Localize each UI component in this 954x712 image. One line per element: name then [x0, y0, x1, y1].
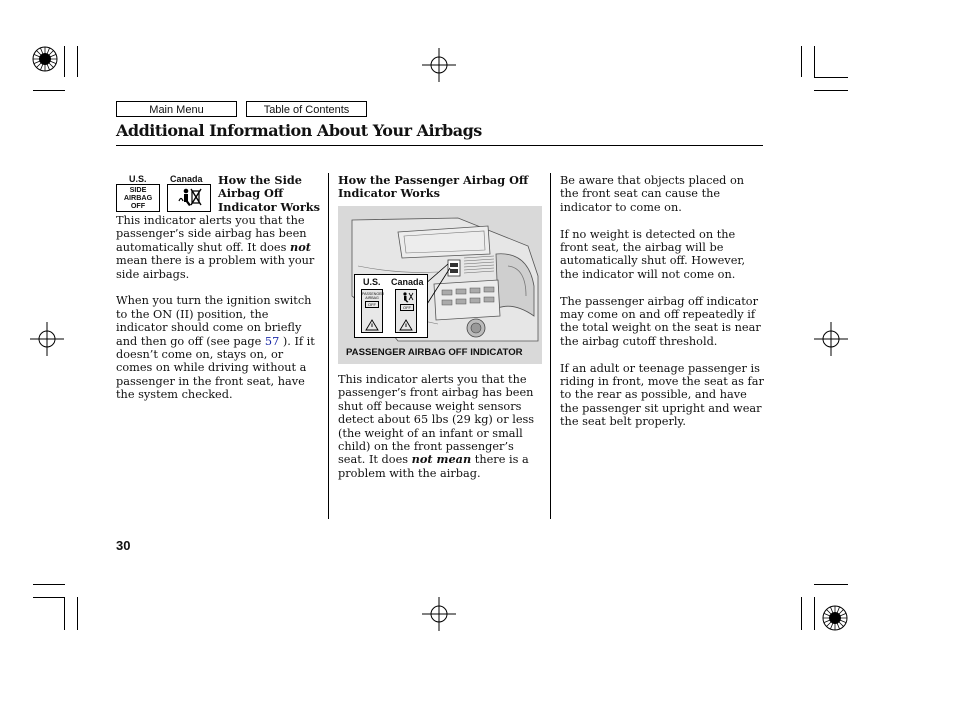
table-of-contents-button[interactable]: Table of Contents — [246, 101, 367, 117]
page-title: Additional Information About Your Airbags — [116, 121, 482, 140]
side-airbag-heading: How the Side Airbag Off Indicator Works — [218, 173, 320, 214]
paragraph: If an adult or teenage passenger is riding in front, move the seat as far to the rear as possible, and have the passenger sit upright and wear the seat belt properly. — [560, 361, 764, 429]
starburst-registration-icon — [821, 604, 849, 632]
title-rule — [116, 145, 763, 146]
registration-target-icon — [814, 322, 848, 356]
paragraph: The passenger airbag off indicator may come on and off repeatedly if the total weight on the seat is near the airbag cutoff threshold. — [560, 294, 761, 348]
page-number: 30 — [116, 538, 131, 553]
indicator-text: SIDE AIRBAG OFF — [123, 185, 153, 210]
registration-target-icon — [422, 48, 456, 82]
column-2-text — [338, 373, 544, 494]
paragraph: If no weight is detected on the front seat, the airbag will be automatically shut off. However, the indicator will not come on. — [560, 227, 746, 281]
us-passenger-airbag-off-icon — [361, 289, 383, 333]
indicator-text: PASSENGER AIRBAG — [362, 292, 385, 300]
off-label: OFF — [365, 301, 379, 308]
canada-passenger-airbag-off-icon — [395, 289, 417, 333]
canada-label: Canada — [170, 174, 203, 184]
figure-us-label: U.S. — [363, 277, 381, 287]
main-menu-button[interactable]: Main Menu — [116, 101, 237, 117]
registration-target-icon — [422, 597, 456, 631]
passenger-airbag-symbol-icon — [396, 291, 416, 303]
column-divider — [328, 173, 329, 519]
column-1-text — [116, 214, 322, 415]
side-airbag-off-indicator-icon — [116, 184, 160, 212]
column-divider — [550, 173, 551, 519]
indicator-inset — [354, 274, 428, 338]
paragraph: Be aware that objects placed on the front seat can cause the indicator to come on. — [560, 174, 745, 214]
paragraph: This indicator alerts you that the passenger’s front airbag has been shut off because weight sensors detect about 65 lbs (29 kg) or less (the weight of an infant or small child) on the front passenger’s seat. It does not mean there is a problem with the airbag. — [338, 373, 535, 480]
paragraph: When you turn the ignition switch to the ON (II) position, the indicator should come on briefly and then go off (see page 57 ). If it doesn’t come on, stays on, or comes on while driving without a passenger in the front seat, have the system checked. — [116, 294, 315, 402]
figure-canada-label: Canada — [391, 277, 424, 287]
warning-triangle-icon — [362, 318, 382, 332]
figure-caption: PASSENGER AIRBAG OFF INDICATOR — [346, 347, 523, 358]
page-57-link[interactable]: 57 — [264, 334, 280, 348]
canada-side-airbag-off-icon — [167, 184, 211, 212]
column-3-text — [560, 174, 764, 442]
starburst-registration-icon — [31, 45, 59, 73]
us-label: U.S. — [129, 174, 147, 184]
paragraph: This indicator alerts you that the passenger’s side airbag has been automatically shut off. It does not mean there is a problem with your side airbags. — [116, 214, 315, 281]
warning-triangle-icon — [396, 318, 416, 332]
registration-target-icon — [30, 322, 64, 356]
passenger-airbag-figure — [338, 206, 542, 364]
passenger-airbag-heading: How the Passenger Airbag Off Indicator Works — [338, 173, 529, 201]
off-label: OFF — [400, 304, 414, 311]
